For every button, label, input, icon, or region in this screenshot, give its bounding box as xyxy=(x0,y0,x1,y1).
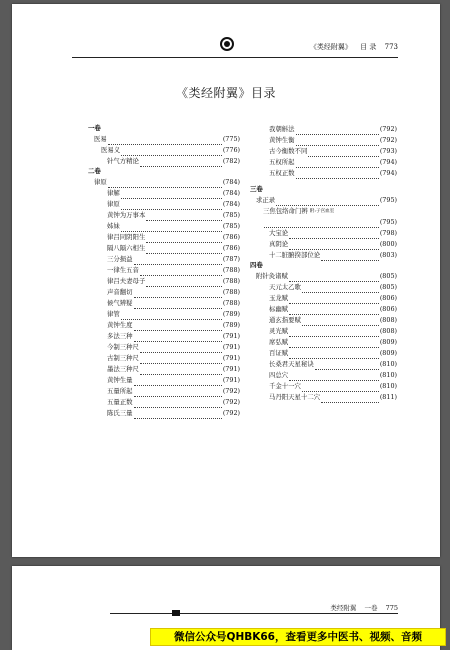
toc-entry-title: 律原 xyxy=(107,200,120,208)
toc-entry-title: 席弘赋 xyxy=(269,338,289,346)
toc-entry-title: 律吕同阴阳生 xyxy=(107,233,146,241)
toc-page-number: (784) xyxy=(222,178,240,186)
toc-page-number: (791) xyxy=(222,332,240,340)
toc-entry-title: 五权所起 xyxy=(269,158,295,166)
toc-leader-dots xyxy=(134,289,222,298)
header-page-number: 773 xyxy=(384,43,398,51)
toc-entry-title: 黄钟生度 xyxy=(107,321,133,329)
toc-leader-dots xyxy=(264,219,379,228)
toc-page-number: (791) xyxy=(222,365,240,373)
toc-volume-heading xyxy=(250,185,397,195)
toc-leader-dots xyxy=(289,273,379,282)
toc-entry-title: 姊妹 xyxy=(107,222,120,230)
toc-entry-title: 三分损益 xyxy=(107,255,133,263)
toc-entry xyxy=(88,342,240,353)
toc-entry-title: 古制三种尺 xyxy=(107,354,139,362)
toc-entry-title: 四卷 xyxy=(250,261,263,269)
header-section: 目 录 xyxy=(360,43,377,51)
toc-leader-dots xyxy=(146,212,221,221)
toc-page-number: (795) xyxy=(379,218,397,226)
toc-entry xyxy=(88,177,240,188)
toc-page-number: (800) xyxy=(379,240,397,248)
toc-entry-title: 我朝斛法 xyxy=(269,125,295,133)
toc-leader-dots xyxy=(134,399,222,408)
toc-volume-heading xyxy=(88,124,240,134)
toc-page-number: (795) xyxy=(379,196,397,204)
toc-entry xyxy=(88,243,240,254)
next-page-header xyxy=(110,602,398,614)
toc-entry xyxy=(88,364,240,375)
toc-leader-dots xyxy=(140,366,222,375)
toc-entry-title: 律解 xyxy=(107,189,120,197)
toc-entry xyxy=(250,206,397,217)
toc-leader-dots xyxy=(121,147,222,156)
toc-entry xyxy=(250,359,397,370)
toc-leader-dots xyxy=(108,179,222,188)
toc-leader-dots xyxy=(289,306,379,315)
toc-leader-dots xyxy=(140,355,222,364)
toc-page-number: (792) xyxy=(222,398,240,406)
toc-entry-title: 黄钟生量 xyxy=(107,376,133,384)
toc-leader-dots xyxy=(134,256,222,265)
toc-entry xyxy=(250,239,397,250)
toc-page-number: (809) xyxy=(379,349,397,357)
toc-leader-dots xyxy=(134,333,222,342)
toc-entry-title: 三焦包络命门辨 xyxy=(263,207,308,215)
toc-leader-dots xyxy=(140,158,222,167)
toc-entry xyxy=(250,217,397,228)
toc-entry-title: 三卷 xyxy=(250,185,263,193)
toc-leader-dots xyxy=(289,372,379,381)
toc-page-number: (794) xyxy=(379,169,397,177)
toc-page-number: (805) xyxy=(379,272,397,280)
toc-entry xyxy=(250,195,397,206)
toc-entry xyxy=(250,381,397,392)
toc-entry-title: 百证赋 xyxy=(269,349,289,357)
toc-entry xyxy=(88,265,240,276)
toc-entry xyxy=(88,408,240,419)
toc-entry-title: 大宝论 xyxy=(269,229,289,237)
toc-entry-title: 通玄指要赋 xyxy=(269,316,301,324)
toc-page-number: (788) xyxy=(222,277,240,285)
toc-entry-title: 一卷 xyxy=(88,124,101,132)
toc-entry xyxy=(88,276,240,287)
toc-entry xyxy=(250,337,397,348)
toc-entry xyxy=(88,199,240,210)
toc-page-number: (785) xyxy=(222,211,240,219)
toc-volume-heading xyxy=(250,261,397,271)
toc-leader-dots xyxy=(276,197,379,206)
toc-page-number: (776) xyxy=(222,146,240,154)
toc-page-number: (788) xyxy=(222,299,240,307)
toc-leader-dots xyxy=(296,137,379,146)
toc-leader-dots xyxy=(296,159,379,168)
toc-leader-dots xyxy=(289,230,379,239)
toc-entry xyxy=(250,370,397,381)
toc-entry xyxy=(88,309,240,320)
running-header xyxy=(72,42,398,58)
toc-entry xyxy=(88,386,240,397)
toc-entry-title: 黄钟生衡 xyxy=(269,136,295,144)
toc-entry xyxy=(250,392,397,403)
toc-volume-heading xyxy=(88,167,240,177)
toc-entry-title: 黄钟为万事本 xyxy=(107,211,146,219)
toc-entry xyxy=(250,315,397,326)
toc-leader-dots xyxy=(121,201,222,210)
toc-page-number: (788) xyxy=(222,288,240,296)
toc-entry-title: 医易 xyxy=(94,135,107,143)
toc-entry xyxy=(250,135,397,146)
toc-leader-dots xyxy=(289,328,379,337)
toc-entry-title: 五量正数 xyxy=(107,398,133,406)
toc-entry xyxy=(250,146,397,157)
toc-entry-title: 候气辨疑 xyxy=(107,299,133,307)
toc-entry-title: 隔八隔六相生 xyxy=(107,244,146,252)
toc-leader-dots xyxy=(134,300,222,309)
toc-entry-title: 马丹阳天星十二穴 xyxy=(269,393,321,401)
toc-leader-dots xyxy=(134,410,222,419)
toc-entry-title: 长桑君天星秘诀 xyxy=(269,360,314,368)
toc-leader-dots xyxy=(302,284,379,293)
toc-page-number: (789) xyxy=(222,310,240,318)
toc-entry xyxy=(250,293,397,304)
toc-entry xyxy=(250,228,397,239)
toc-entry xyxy=(88,320,240,331)
toc-entry xyxy=(88,145,240,156)
toc-entry-title: 律吕夫妻母子 xyxy=(107,277,146,285)
header-text xyxy=(304,42,398,52)
toc-page-number: (809) xyxy=(379,338,397,346)
toc-entry xyxy=(88,397,240,408)
toc-leader-dots xyxy=(321,394,379,403)
next-header-rule xyxy=(110,613,398,614)
next-header-book-title: 类经附翼 xyxy=(330,604,357,612)
next-header-section: 一卷 xyxy=(364,604,378,612)
toc-leader-dots xyxy=(289,241,379,250)
toc-page-number: (803) xyxy=(379,251,397,259)
toc-entry xyxy=(250,282,397,293)
toc-page-number: (793) xyxy=(379,147,397,155)
toc-entry-title: 千金十一穴 xyxy=(269,382,301,390)
toc-entry-note: 附:子宫血室 xyxy=(309,209,335,214)
toc-entry-title: 墨法三种尺 xyxy=(107,365,139,373)
toc-entry xyxy=(88,353,240,364)
toc-page-number: (786) xyxy=(222,233,240,241)
toc-leader-dots xyxy=(289,350,379,359)
toc-entry xyxy=(88,298,240,309)
toc-leader-dots xyxy=(108,136,222,145)
toc-page-number: (794) xyxy=(379,158,397,166)
toc-page-number: (805) xyxy=(379,283,397,291)
toc-entry xyxy=(88,232,240,243)
toc-page-number: (806) xyxy=(379,305,397,313)
header-rule xyxy=(72,57,398,58)
toc-leader-dots xyxy=(289,339,379,348)
toc-page-number: (798) xyxy=(379,229,397,237)
toc-page-number: (792) xyxy=(222,387,240,395)
toc-page-number: (775) xyxy=(222,135,240,143)
toc-entry-title: 今制三种尺 xyxy=(107,343,139,351)
toc-page-number: (791) xyxy=(222,376,240,384)
toc-entry-title: 附针灸诸赋 xyxy=(256,272,288,280)
toc-entry xyxy=(88,210,240,221)
toc-leader-dots xyxy=(140,267,222,276)
toc-entry-title: 多法三种 xyxy=(107,332,133,340)
document-page xyxy=(12,4,440,557)
toc-entry-title: 律管 xyxy=(107,310,120,318)
toc-entry-title: 玉龙赋 xyxy=(269,294,289,302)
toc-page-number: (791) xyxy=(222,354,240,362)
toc-page-number: (787) xyxy=(222,255,240,263)
toc-entry-title: 十二脏腑揆部位论 xyxy=(269,251,321,259)
toc-entry-title: 律原 xyxy=(94,178,107,186)
toc-entry xyxy=(250,348,397,359)
toc-page-number: (810) xyxy=(379,371,397,379)
toc-leader-dots xyxy=(289,295,379,304)
publisher-emblem-icon xyxy=(220,37,234,51)
toc-entry-title: 古今衡数不同 xyxy=(269,147,308,155)
toc-leader-dots xyxy=(296,126,379,135)
toc-page-number: (792) xyxy=(222,409,240,417)
toc-leader-dots xyxy=(134,388,222,397)
toc-entry xyxy=(88,254,240,265)
toc-leader-dots xyxy=(121,190,222,199)
toc-entry xyxy=(250,157,397,168)
toc-entry xyxy=(250,326,397,337)
toc-leader-dots xyxy=(296,170,379,179)
toc-entry xyxy=(250,168,397,179)
header-book-title: 《类经附翼》 xyxy=(309,43,352,51)
toc-entry-title: 四总穴 xyxy=(269,371,289,379)
toc-leader-dots xyxy=(315,361,379,370)
promo-banner: 微信公众号QHBK66，查看更多中医书、视频、音频 xyxy=(150,628,446,646)
toc-page-number: (806) xyxy=(379,294,397,302)
toc-page-number: (786) xyxy=(222,244,240,252)
toc-entry xyxy=(88,188,240,199)
toc-right-column xyxy=(250,124,397,403)
toc-left-column xyxy=(88,124,240,419)
toc-leader-dots xyxy=(140,344,222,353)
toc-entry xyxy=(88,221,240,232)
toc-leader-dots xyxy=(302,383,379,392)
toc-page-number: (789) xyxy=(222,321,240,329)
toc-entry-title: 标幽赋 xyxy=(269,305,289,313)
toc-page-number: (791) xyxy=(222,343,240,351)
toc-entry-title: 五量所起 xyxy=(107,387,133,395)
toc-entry-title: 陈氏三量 xyxy=(107,409,133,417)
toc-entry xyxy=(250,304,397,315)
toc-entry xyxy=(88,375,240,386)
toc-entry xyxy=(250,124,397,135)
toc-leader-dots xyxy=(121,223,222,232)
toc-entry xyxy=(88,134,240,145)
toc-leader-dots xyxy=(321,252,379,261)
toc-page-number: (782) xyxy=(222,157,240,165)
page-title: 《类经附翼》目录 xyxy=(175,86,276,100)
toc-entry xyxy=(250,271,397,282)
toc-leader-dots xyxy=(302,317,379,326)
toc-entry xyxy=(88,331,240,342)
toc-entry-title: 天元太乙歌 xyxy=(269,283,301,291)
toc-entry-title: 针气方精论 xyxy=(107,157,139,165)
toc-leader-dots xyxy=(146,234,221,243)
toc-entry xyxy=(88,287,240,298)
toc-page-number: (784) xyxy=(222,200,240,208)
toc-entry-title: 灵光赋 xyxy=(269,327,289,335)
toc-page-number: (811) xyxy=(379,393,397,401)
toc-leader-dots xyxy=(146,245,221,254)
toc-leader-dots xyxy=(121,311,222,320)
toc-page-number: (810) xyxy=(379,360,397,368)
next-page-emblem-icon xyxy=(172,610,180,616)
toc-entry-title: 真阴论 xyxy=(269,240,289,248)
toc-page-number: (810) xyxy=(379,382,397,390)
toc-entry-title: 医易义 xyxy=(101,146,121,154)
toc-page-number: (784) xyxy=(222,189,240,197)
toc-entry-title: 五权正数 xyxy=(269,169,295,177)
toc-page-number: (788) xyxy=(222,266,240,274)
next-header-text xyxy=(324,603,398,612)
toc-leader-dots xyxy=(308,148,378,157)
toc-entry-title: 二卷 xyxy=(88,167,101,175)
toc-entry-title: 声音翻切 xyxy=(107,288,133,296)
toc-leader-dots xyxy=(134,377,222,386)
toc-leader-dots xyxy=(134,322,222,331)
toc-entry xyxy=(88,156,240,167)
toc-entry xyxy=(250,250,397,261)
toc-page-number: (792) xyxy=(379,125,397,133)
toc-page-number: (792) xyxy=(379,136,397,144)
toc-entry-title: 一律生五音 xyxy=(107,266,139,274)
toc-page-number: (808) xyxy=(379,327,397,335)
toc-entry-title: 求正录 xyxy=(256,196,276,204)
toc-page-number: (808) xyxy=(379,316,397,324)
toc-page-number: (785) xyxy=(222,222,240,230)
next-header-page-number: 775 xyxy=(385,604,398,612)
toc-leader-dots xyxy=(146,278,221,287)
